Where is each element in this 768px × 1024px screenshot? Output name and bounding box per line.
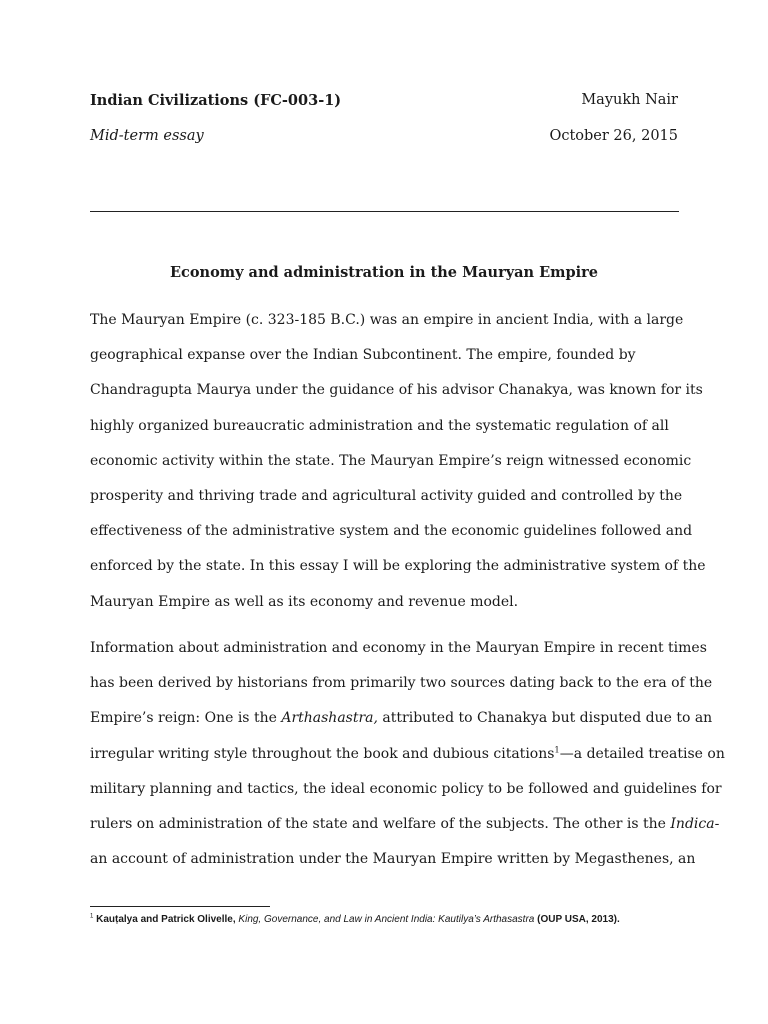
footnote-authors: Kauṭalya and Patrick Olivelle, bbox=[96, 914, 236, 925]
paragraph-line: Mauryan Empire as well as its economy and revenue model. bbox=[90, 593, 519, 610]
paragraph-line: an account of administration under the Mauryan Empire written by Megasthenes, an bbox=[90, 851, 696, 868]
essay-date: October 26, 2015 bbox=[549, 128, 678, 144]
paragraph-line bbox=[90, 701, 713, 736]
footnote-marker[interactable]: 1 bbox=[554, 743, 560, 754]
book-title-arthashastra: Arthashastra, bbox=[281, 710, 378, 727]
paragraph-line: effectiveness of the administrative system and the economic guidelines followed and bbox=[90, 523, 693, 540]
text-run: —a detailed treatise on bbox=[559, 745, 725, 762]
paragraph-1 bbox=[90, 303, 706, 620]
text-run: attributed to Chanakya but disputed due to an bbox=[377, 710, 713, 727]
paragraph-line: Chandragupta Maurya under the guidance of his advisor Chanakya, was known for its bbox=[90, 382, 703, 399]
paragraph-line bbox=[90, 807, 720, 842]
book-title-indica: Indica bbox=[670, 816, 715, 833]
header-divider bbox=[90, 211, 679, 212]
paragraph-line: The Mauryan Empire (c. 323-185 B.C.) was an empire in ancient India, with a large bbox=[90, 312, 684, 328]
text-run: - bbox=[714, 816, 720, 833]
essay-type: Mid-term essay bbox=[90, 128, 204, 144]
paragraph-line: geographical expanse over the Indian Subcontinent. The empire, founded by bbox=[90, 347, 636, 364]
paragraph-line: enforced by the state. In this essay I will be exploring the administrative system of the bbox=[90, 558, 706, 575]
footnote-number: 1 bbox=[90, 913, 94, 920]
paragraph-2 bbox=[90, 631, 725, 877]
footnote-book-title: King, Governance, and Law in Ancient India: Kautilya’s Arthasastra bbox=[238, 914, 535, 925]
course-title: Indian Civilizations (FC-003-1) bbox=[90, 92, 342, 109]
essay-title: Economy and administration in the Mauryan Empire bbox=[169, 264, 599, 281]
footnote bbox=[90, 914, 690, 925]
paragraph-line: has been derived by historians from primarily two sources dating back to the era of the bbox=[90, 675, 713, 692]
text-run: rulers on administration of the state and welfare of the subjects. The other is the bbox=[90, 816, 671, 833]
paragraph-line: prosperity and thriving trade and agricultural activity guided and controlled by the bbox=[90, 488, 683, 505]
paragraph-line: highly organized bureaucratic administration and the systematic regulation of all bbox=[90, 417, 669, 434]
footnote-publisher: (OUP USA, 2013). bbox=[537, 914, 620, 925]
paragraph-line bbox=[90, 737, 725, 772]
paragraph-line: economic activity within the state. The Mauryan Empire’s reign witnessed economic bbox=[90, 452, 692, 469]
footnote-divider bbox=[90, 906, 270, 907]
paragraph-line: military planning and tactics, the ideal economic policy to be followed and guidelines for bbox=[90, 780, 722, 797]
author-name: Mayukh Nair bbox=[581, 92, 678, 108]
text-run: irregular writing style throughout the book and dubious citations bbox=[90, 745, 555, 762]
text-run: Empire’s reign: One is the bbox=[90, 710, 282, 727]
paragraph-line: Information about administration and economy in the Mauryan Empire in recent times bbox=[90, 640, 707, 656]
